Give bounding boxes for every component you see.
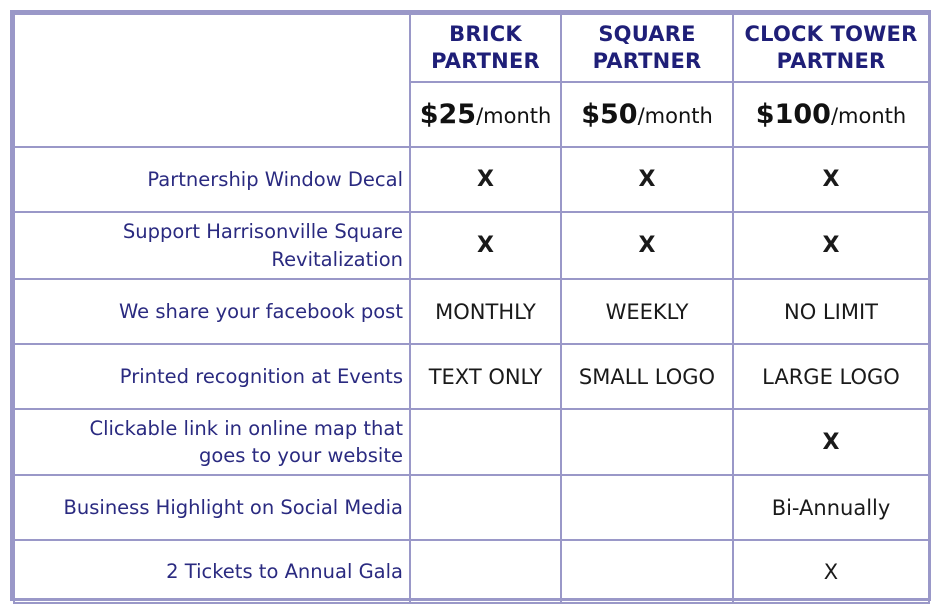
square-value: X: [561, 147, 733, 212]
clock-tower-value: X: [733, 147, 929, 212]
feature-text: Clickable link in online map that: [89, 416, 403, 440]
tier-square-price: [561, 82, 733, 147]
tier-clock-tower-price: [733, 82, 929, 147]
clock-tower-value: Bi-Annually: [733, 475, 929, 540]
price-amount: $25: [419, 99, 477, 130]
tier-name-line1: BRICK: [449, 21, 522, 46]
feature-label: [14, 475, 410, 540]
table-row: [14, 212, 929, 279]
clock-tower-value: X: [733, 540, 929, 603]
feature-text: Support Harrisonville Square: [122, 220, 403, 244]
tier-name-line1: CLOCK TOWER: [744, 21, 918, 46]
partnership-comparison-table: [10, 10, 931, 601]
tier-brick-name: [410, 14, 561, 82]
clock-tower-value: NO LIMIT: [733, 279, 929, 344]
price-period: /month: [476, 104, 552, 128]
square-value: SMALL LOGO: [561, 344, 733, 409]
square-value: [561, 540, 733, 603]
clock-tower-value: X: [733, 212, 929, 279]
brick-value: X: [410, 147, 561, 212]
table-row: [14, 279, 929, 344]
feature-text: Business Highlight on Social Media: [63, 495, 403, 519]
price-amount: $100: [755, 99, 831, 130]
feature-text: 2 Tickets to Annual Gala: [166, 559, 403, 583]
feature-text: Printed recognition at Events: [119, 364, 403, 388]
feature-label: [14, 540, 410, 603]
feature-text: Revitalization: [271, 247, 403, 271]
feature-label: [14, 212, 410, 279]
feature-label: [14, 409, 410, 475]
tier-clock-tower-name: [733, 14, 929, 82]
tier-square-name: [561, 14, 733, 82]
brick-value: [410, 475, 561, 540]
feature-text: goes to your website: [198, 444, 403, 467]
square-value: [561, 475, 733, 540]
square-value: [561, 409, 733, 475]
table-row: [14, 475, 929, 540]
brick-value: [410, 540, 561, 603]
price-period: /month: [830, 104, 907, 128]
feature-label: [14, 279, 410, 344]
tier-name-row: [14, 14, 929, 82]
tier-name-line2: PARTNER: [592, 49, 702, 73]
brick-value: X: [410, 212, 561, 279]
table-row: [14, 540, 929, 603]
feature-text: We share your facebook post: [118, 299, 403, 323]
feature-text: Partnership Window Decal: [147, 167, 403, 191]
table-row: [14, 147, 929, 212]
price-amount: $50: [581, 99, 638, 130]
square-value: X: [561, 212, 733, 279]
tier-brick-price: [410, 82, 561, 147]
feature-label: [14, 147, 410, 212]
clock-tower-value: LARGE LOGO: [733, 344, 929, 409]
price-period: /month: [637, 104, 713, 128]
square-value: WEEKLY: [561, 279, 733, 344]
tier-name-line1: SQUARE: [598, 21, 696, 46]
feature-label: [14, 344, 410, 409]
tier-name-line2: PARTNER: [431, 49, 540, 73]
table-row: [14, 409, 929, 475]
corner-cell: [14, 14, 410, 147]
brick-value: MONTHLY: [410, 279, 561, 344]
brick-value: TEXT ONLY: [410, 344, 561, 409]
brick-value: [410, 409, 561, 475]
clock-tower-value: X: [733, 409, 929, 475]
tier-name-line2: PARTNER: [776, 49, 886, 73]
table-row: [14, 344, 929, 409]
comparison-table: [13, 13, 930, 604]
